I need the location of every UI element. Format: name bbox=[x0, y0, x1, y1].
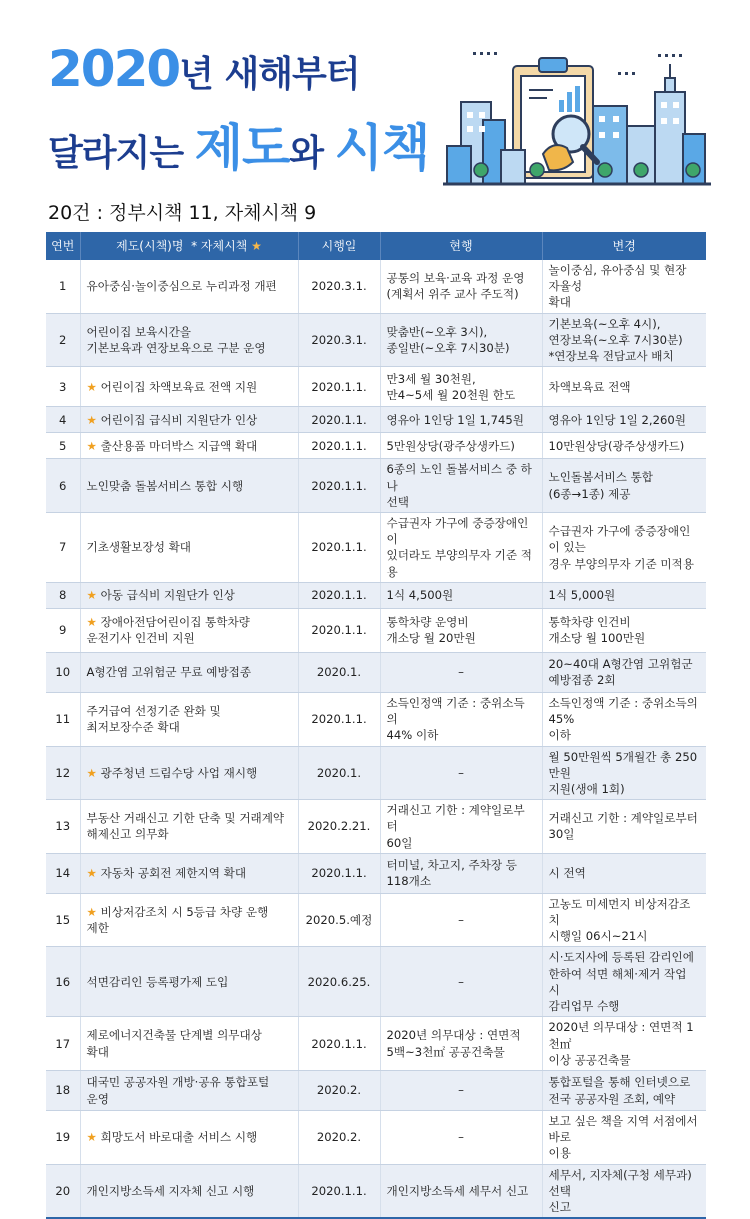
table-row bbox=[46, 367, 706, 407]
cell-change: 세무서, 지자체(구청 세무과) 선택 신고 bbox=[542, 1164, 706, 1218]
cell-change: 기본보육(~오후 4시), 연장보육(~오후 7시30분) *연장보육 전담교사 배치 bbox=[542, 313, 706, 367]
table-row bbox=[46, 853, 706, 893]
cell-date: 2020.1.1. bbox=[298, 433, 380, 459]
cell-current: 1식 4,500원 bbox=[380, 582, 542, 608]
cell-no: 1 bbox=[46, 260, 80, 313]
table-row bbox=[46, 692, 706, 746]
cell-name bbox=[80, 433, 298, 459]
policy-name: 석면감리인 등록평가제 도입 bbox=[86, 974, 229, 989]
cell-name bbox=[80, 407, 298, 433]
star-icon: ★ bbox=[86, 765, 97, 780]
cell-date: 2020.5.예정 bbox=[298, 893, 380, 947]
cell-current: 2020년 의무대상 : 연면적 5백~3천㎡ 공공건축물 bbox=[380, 1017, 542, 1071]
cell-date: 2020.1.1. bbox=[298, 367, 380, 407]
cell-date: 2020.1. bbox=[298, 746, 380, 800]
cell-change: 1식 5,000원 bbox=[542, 582, 706, 608]
cell-no: 7 bbox=[46, 512, 80, 582]
star-icon: ★ bbox=[86, 438, 97, 453]
cell-name bbox=[80, 582, 298, 608]
cell-change: 고농도 미세먼지 비상저감조치 시행일 06시~21시 bbox=[542, 893, 706, 947]
cell-current: – bbox=[380, 1111, 542, 1165]
cell-current: 터미널, 차고지, 주차장 등 118개소 bbox=[380, 853, 542, 893]
cell-no: 18 bbox=[46, 1071, 80, 1111]
cell-current: – bbox=[380, 1071, 542, 1111]
cell-current: 맞춤반(~오후 3시), 종일반(~오후 7시30분) bbox=[380, 313, 542, 367]
cell-change: 통합포털을 통해 인터넷으로 전국 공공자원 조회, 예약 bbox=[542, 1071, 706, 1111]
cell-no: 17 bbox=[46, 1017, 80, 1071]
star-icon: ★ bbox=[86, 866, 97, 881]
cell-name bbox=[80, 853, 298, 893]
table-row bbox=[46, 313, 706, 367]
table-row bbox=[46, 652, 706, 692]
cell-change: 통학차량 인건비 개소당 월 100만원 bbox=[542, 608, 706, 652]
cell-name bbox=[80, 893, 298, 947]
star-icon: ★ bbox=[86, 379, 97, 394]
policy-name: 제로에너지건축물 단계별 의무대상 확대 bbox=[86, 1028, 262, 1059]
star-icon: ★ bbox=[86, 615, 97, 630]
cell-name bbox=[80, 1017, 298, 1071]
table-row bbox=[46, 582, 706, 608]
cell-current: – bbox=[380, 746, 542, 800]
cell-current: 만3세 월 30천원, 만4~5세 월 20천원 한도 bbox=[380, 367, 542, 407]
cell-no: 19 bbox=[46, 1111, 80, 1165]
cell-no: 13 bbox=[46, 800, 80, 854]
table-row bbox=[46, 746, 706, 800]
column-header-no: 연번 bbox=[46, 232, 80, 260]
cell-name bbox=[80, 608, 298, 652]
cell-name bbox=[80, 746, 298, 800]
cell-no: 4 bbox=[46, 407, 80, 433]
cell-no: 15 bbox=[46, 893, 80, 947]
cell-current: – bbox=[380, 893, 542, 947]
policy-name: 노인맞춤 돌봄서비스 통합 시행 bbox=[86, 478, 244, 493]
cell-name bbox=[80, 313, 298, 367]
cell-current: 수급권자 가구에 중증장애인이 있더라도 부양의무자 기준 적용 bbox=[380, 512, 542, 582]
column-header-name: 제도(시책)명 * 자체시책 ★ bbox=[80, 232, 298, 260]
policy-name: 희망도서 바로대출 서비스 시행 bbox=[100, 1130, 258, 1145]
cell-change: 20~40대 A형간염 고위험군 예방접종 2회 bbox=[542, 652, 706, 692]
cell-no: 2 bbox=[46, 313, 80, 367]
policy-name: A형간염 고위험군 무료 예방접종 bbox=[86, 665, 252, 680]
cell-current: 영유아 1인당 1일 1,745원 bbox=[380, 407, 542, 433]
cell-date: 2020.1.1. bbox=[298, 407, 380, 433]
cell-change: 소득인정액 기준 : 중위소득의 45% 이하 bbox=[542, 692, 706, 746]
table-row bbox=[46, 433, 706, 459]
star-icon: ★ bbox=[86, 904, 97, 919]
cell-date: 2020.1.1. bbox=[298, 608, 380, 652]
cell-current: 소득인정액 기준 : 중위소득의 44% 이하 bbox=[380, 692, 542, 746]
cell-current: 개인지방소득세 세무서 신고 bbox=[380, 1164, 542, 1218]
cell-date: 2020.6.25. bbox=[298, 947, 380, 1017]
cell-date: 2020.1.1. bbox=[298, 853, 380, 893]
cell-change: 시·도지사에 등록된 감리인에 한하여 석면 해체·제거 작업 시 감리업무 수행 bbox=[542, 947, 706, 1017]
city-clipboard-illustration bbox=[443, 42, 711, 192]
cell-change: 영유아 1인당 1일 2,260원 bbox=[542, 407, 706, 433]
cell-no: 16 bbox=[46, 947, 80, 1017]
cell-name bbox=[80, 512, 298, 582]
cell-date: 2020.1. bbox=[298, 652, 380, 692]
table-row bbox=[46, 893, 706, 947]
star-icon: ★ bbox=[86, 588, 97, 603]
column-header-current: 현행 bbox=[380, 232, 542, 260]
table-row bbox=[46, 1071, 706, 1111]
cell-no: 10 bbox=[46, 652, 80, 692]
page-title-line2: 달라지는 제도와 시책 bbox=[48, 119, 430, 177]
cell-name bbox=[80, 260, 298, 313]
policy-name: 기초생활보장성 확대 bbox=[86, 540, 191, 555]
table-row bbox=[46, 1017, 706, 1071]
table-body bbox=[46, 260, 706, 1218]
cell-date: 2020.1.1. bbox=[298, 1164, 380, 1218]
policy-table bbox=[46, 232, 706, 1219]
cell-name bbox=[80, 1164, 298, 1218]
table-row bbox=[46, 1164, 706, 1218]
cell-name bbox=[80, 459, 298, 513]
cell-current: – bbox=[380, 947, 542, 1017]
policy-name: 대국민 공공자원 개방·공유 통합포털 운영 bbox=[86, 1075, 270, 1106]
cell-no: 12 bbox=[46, 746, 80, 800]
cell-change: 시 전역 bbox=[542, 853, 706, 893]
policy-name: 어린이집 차액보육료 전액 지원 bbox=[100, 379, 258, 394]
policy-name: 부동산 거래신고 기한 단축 및 거래계약 해제신고 의무화 bbox=[86, 811, 285, 842]
cell-date: 2020.1.1. bbox=[298, 459, 380, 513]
cell-name bbox=[80, 692, 298, 746]
cell-name bbox=[80, 947, 298, 1017]
column-header-date: 시행일 bbox=[298, 232, 380, 260]
star-icon: ★ bbox=[86, 1130, 97, 1145]
cell-no: 6 bbox=[46, 459, 80, 513]
policy-name: 비상저감조치 시 5등급 차량 운행 제한 bbox=[86, 904, 269, 936]
table-header-row bbox=[46, 232, 706, 260]
cell-date: 2020.2. bbox=[298, 1071, 380, 1111]
table-row bbox=[46, 512, 706, 582]
star-icon: ★ bbox=[86, 412, 97, 427]
cell-no: 3 bbox=[46, 367, 80, 407]
policy-name: 어린이집 보육시간을 기본보육과 연장보육으로 구분 운영 bbox=[86, 324, 266, 355]
policy-name: 유아중심·놀이중심으로 누리과정 개편 bbox=[86, 279, 277, 294]
table-row bbox=[46, 407, 706, 433]
cell-name bbox=[80, 652, 298, 692]
cell-change: 노인돌봄서비스 통합 (6종→1종) 제공 bbox=[542, 459, 706, 513]
cell-name bbox=[80, 367, 298, 407]
cell-name bbox=[80, 1071, 298, 1111]
cell-change: 월 50만원씩 5개월간 총 250만원 지원(생애 1회) bbox=[542, 746, 706, 800]
cell-current: 통학차량 운영비 개소당 월 20만원 bbox=[380, 608, 542, 652]
cell-no: 11 bbox=[46, 692, 80, 746]
cell-change: 거래신고 기한 : 계약일로부터 30일 bbox=[542, 800, 706, 854]
cell-change: 10만원상당(광주상생카드) bbox=[542, 433, 706, 459]
star-icon: ★ bbox=[251, 238, 262, 253]
cell-current: 거래신고 기한 : 계약일로부터 60일 bbox=[380, 800, 542, 854]
cell-no: 14 bbox=[46, 853, 80, 893]
cell-current: 6종의 노인 돌봄서비스 중 하나 선택 bbox=[380, 459, 542, 513]
cell-change: 차액보육료 전액 bbox=[542, 367, 706, 407]
summary-text: 20건 : 정부시책 11, 자체시책 9 bbox=[48, 202, 317, 224]
page-header bbox=[0, 0, 750, 195]
cell-current: 5만원상당(광주상생카드) bbox=[380, 433, 542, 459]
policy-name: 자동차 공회전 제한지역 확대 bbox=[100, 866, 247, 881]
cell-change: 놀이중심, 유아중심 및 현장 자율성 확대 bbox=[542, 260, 706, 313]
policy-name: 주거급여 선정기준 완화 및 최저보장수준 확대 bbox=[86, 703, 221, 735]
cell-date: 2020.1.1. bbox=[298, 582, 380, 608]
table-row bbox=[46, 947, 706, 1017]
cell-no: 8 bbox=[46, 582, 80, 608]
cell-no: 5 bbox=[46, 433, 80, 459]
cell-no: 20 bbox=[46, 1164, 80, 1218]
cell-date: 2020.2. bbox=[298, 1111, 380, 1165]
policy-name: 어린이집 급식비 지원단가 인상 bbox=[100, 412, 258, 427]
cell-date: 2020.3.1. bbox=[298, 260, 380, 313]
table-row bbox=[46, 1111, 706, 1165]
cell-name bbox=[80, 800, 298, 854]
policy-name: 아동 급식비 지원단가 인상 bbox=[100, 588, 235, 603]
column-header-change: 변경 bbox=[542, 232, 706, 260]
cell-no: 9 bbox=[46, 608, 80, 652]
cell-date: 2020.1.1. bbox=[298, 1017, 380, 1071]
cell-change: 수급권자 가구에 중증장애인이 있는 경우 부양의무자 기준 미적용 bbox=[542, 512, 706, 582]
page-title-line1: 2020년 새해부터 bbox=[48, 40, 360, 98]
table-row bbox=[46, 800, 706, 854]
cell-change: 보고 싶은 책을 지역 서점에서 바로 이용 bbox=[542, 1111, 706, 1165]
cell-date: 2020.2.21. bbox=[298, 800, 380, 854]
cell-date: 2020.1.1. bbox=[298, 512, 380, 582]
policy-name: 장애아전담어린이집 통학차량 운전기사 인건비 지원 bbox=[86, 615, 250, 646]
cell-name bbox=[80, 1111, 298, 1165]
policy-name: 출산용품 마더박스 지급액 확대 bbox=[100, 438, 258, 453]
table-row bbox=[46, 608, 706, 652]
table-row bbox=[46, 260, 706, 313]
policy-name: 개인지방소득세 지자체 신고 시행 bbox=[86, 1183, 255, 1198]
policy-name: 광주청년 드림수당 사업 재시행 bbox=[100, 765, 258, 780]
cell-current: – bbox=[380, 652, 542, 692]
cell-date: 2020.1.1. bbox=[298, 692, 380, 746]
table-row bbox=[46, 459, 706, 513]
cell-date: 2020.3.1. bbox=[298, 313, 380, 367]
cell-current: 공통의 보육·교육 과정 운영 (계획서 위주 교사 주도적) bbox=[380, 260, 542, 313]
cell-change: 2020년 의무대상 : 연면적 1천㎡ 이상 공공건축물 bbox=[542, 1017, 706, 1071]
